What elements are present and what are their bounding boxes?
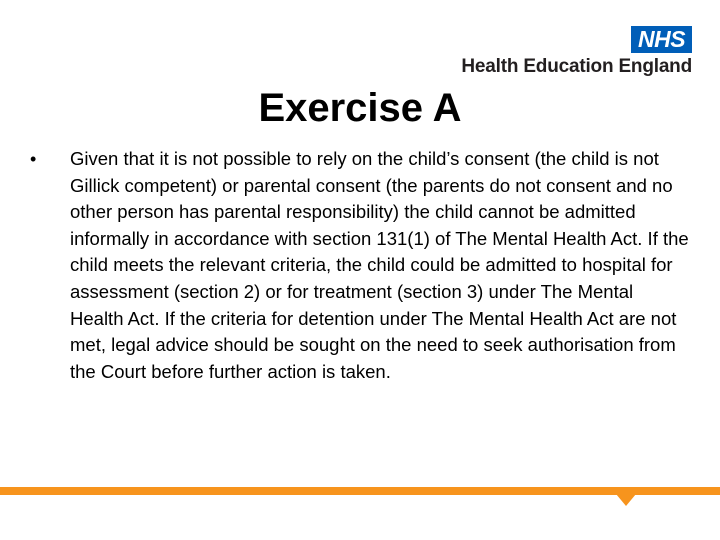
bullet-text: Given that it is not possible to rely on the child’s consent (the child is not Gillick competent) or parental consent (the parents do not consent and no other person has parental responsibility) the child cannot be admitted informally in accordance with section 131(1) of The Mental Health Act. If the child meets the relevant criteria, the child could be admitted to hospital for assessment (section 2) or for treatment (section 3) under The Mental Health Act. If the criteria for detention under The Mental Health Act are not met, legal advice should be sought on the need to seek authorisation from the Court before further action is taken. (70, 148, 689, 382)
nhs-hee-logo (442, 26, 692, 76)
footer-band (0, 495, 720, 540)
footer-notch-icon (616, 494, 636, 506)
footer-accent-line (0, 487, 720, 495)
organisation-name: Health Education England (461, 56, 692, 77)
nhs-logo-text: NHS (637, 26, 686, 52)
slide-title: Exercise A (258, 86, 462, 130)
nhs-logo-badge (631, 26, 692, 53)
bullet-item (30, 146, 690, 385)
bullet-marker: • (30, 149, 37, 169)
bullet-list (30, 146, 690, 385)
